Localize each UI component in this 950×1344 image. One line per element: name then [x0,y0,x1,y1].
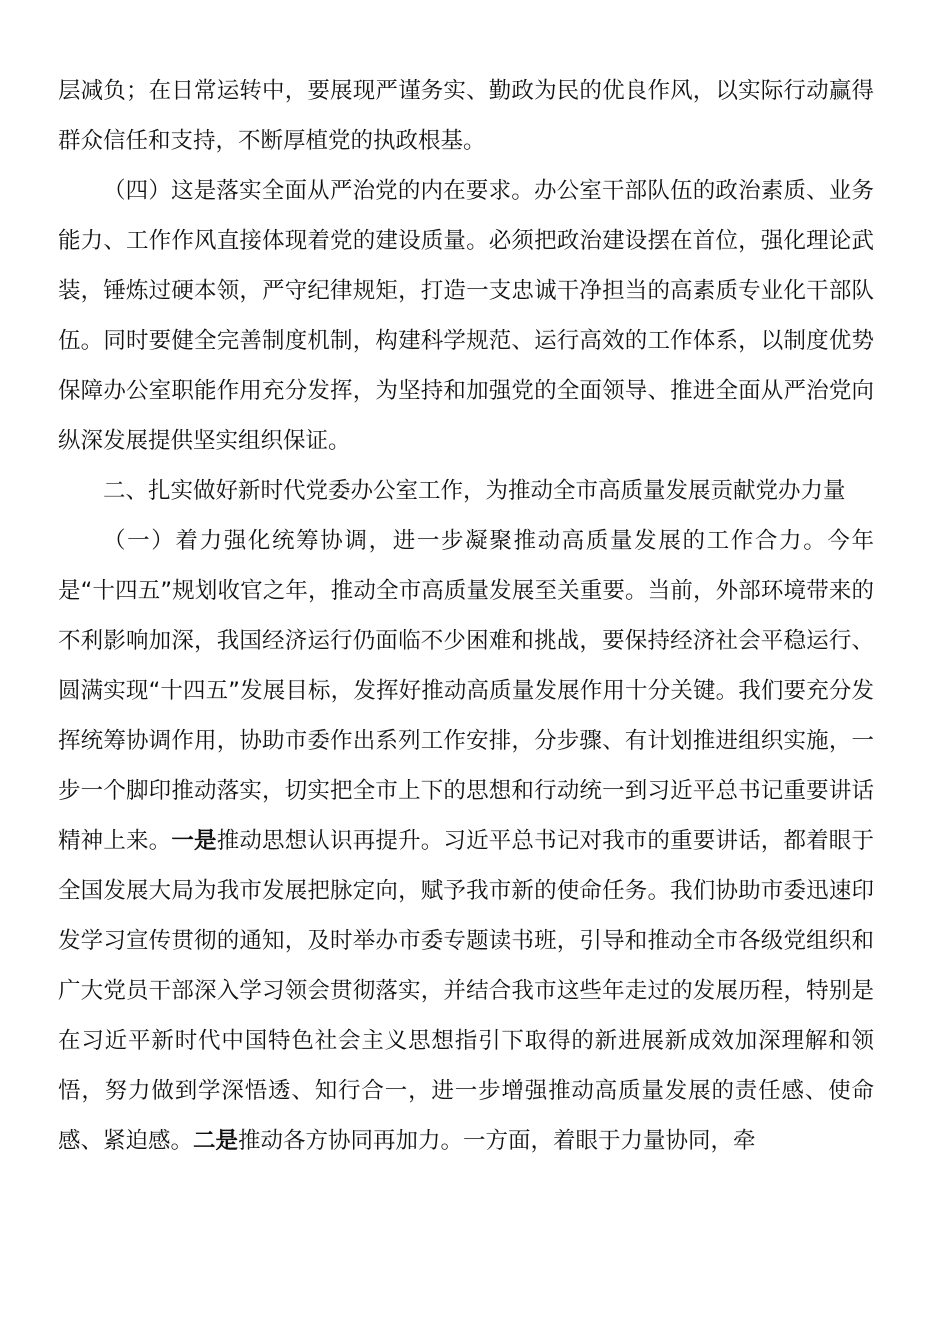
paragraph-subsection-1 [58,516,874,1166]
paragraph-text: （一）着力强化统筹协调，进一步凝聚推动高质量发展的工作合力。今年是“十四五”规划收官之年，推动全市高质量发展至关重要。当前，外部环境带来的不利影响加深，我国经济运行仍面临不少困难和挑战，要保持经济社会平稳运行、圆满实现“十四五”发展目标，发挥好推动高质量发展作用十分关键。我们要充分发挥统筹协调作用，协助市委作出系列工作安排，分步骤、有计划推进组织实施，一步一个脚印推动落实，切实把全市上下的思想和行动统一到习近平总书记重要讲话精神上来。 [58,528,874,854]
paragraph-text: 推动思想认识再提升。习近平总书记对我市的重要讲话，都着眼于全国发展大局为我市发展把脉定向，赋予我市新的使命任务。我们协助市委迅速印发学习宣传贯彻的通知，及时举办市委专题读书班，引导和推动全市各级党组织和广大党员干部深入学习领会贯彻落实，并结合我市这些年走过的发展历程，特别是在习近平新时代中国特色社会主义思想指引下取得的新进展新成效加深理解和领悟，努力做到学深悟透、知行合一，进一步增强推动高质量发展的责任感、使命感、紧迫感。 [58,828,874,1154]
paragraph-continuation [58,66,874,166]
paragraph-text: 层减负；在日常运转中，要展现严谨务实、勤政为民的优良作风，以实际行动赢得群众信任和支持，不断厚植党的执政根基。 [58,78,874,154]
heading-text: 二、扎实做好新时代党委办公室工作，为推动全市高质量发展贡献党办力量 [103,478,846,504]
bold-marker-first: 一是 [171,828,217,854]
paragraph-text: 推动各方协同再加力。一方面，着眼于力量协同，牵 [238,1128,756,1154]
paragraph-section-4 [58,166,874,466]
heading-section-2 [58,466,874,516]
paragraph-text: （四）这是落实全面从严治党的内在要求。办公室干部队伍的政治素质、业务能力、工作作风直接体现着党的建设质量。必须把政治建设摆在首位，强化理论武装，锤炼过硬本领，严守纪律规矩，打造一支忠诚干净担当的高素质专业化干部队伍。同时要健全完善制度机制，构建科学规范、运行高效的工作体系，以制度优势保障办公室职能作用充分发挥，为坚持和加强党的全面领导、推进全面从严治党向纵深发展提供坚实组织保证。 [58,178,874,454]
bold-marker-second: 二是 [193,1128,239,1154]
document-page [58,66,874,1166]
